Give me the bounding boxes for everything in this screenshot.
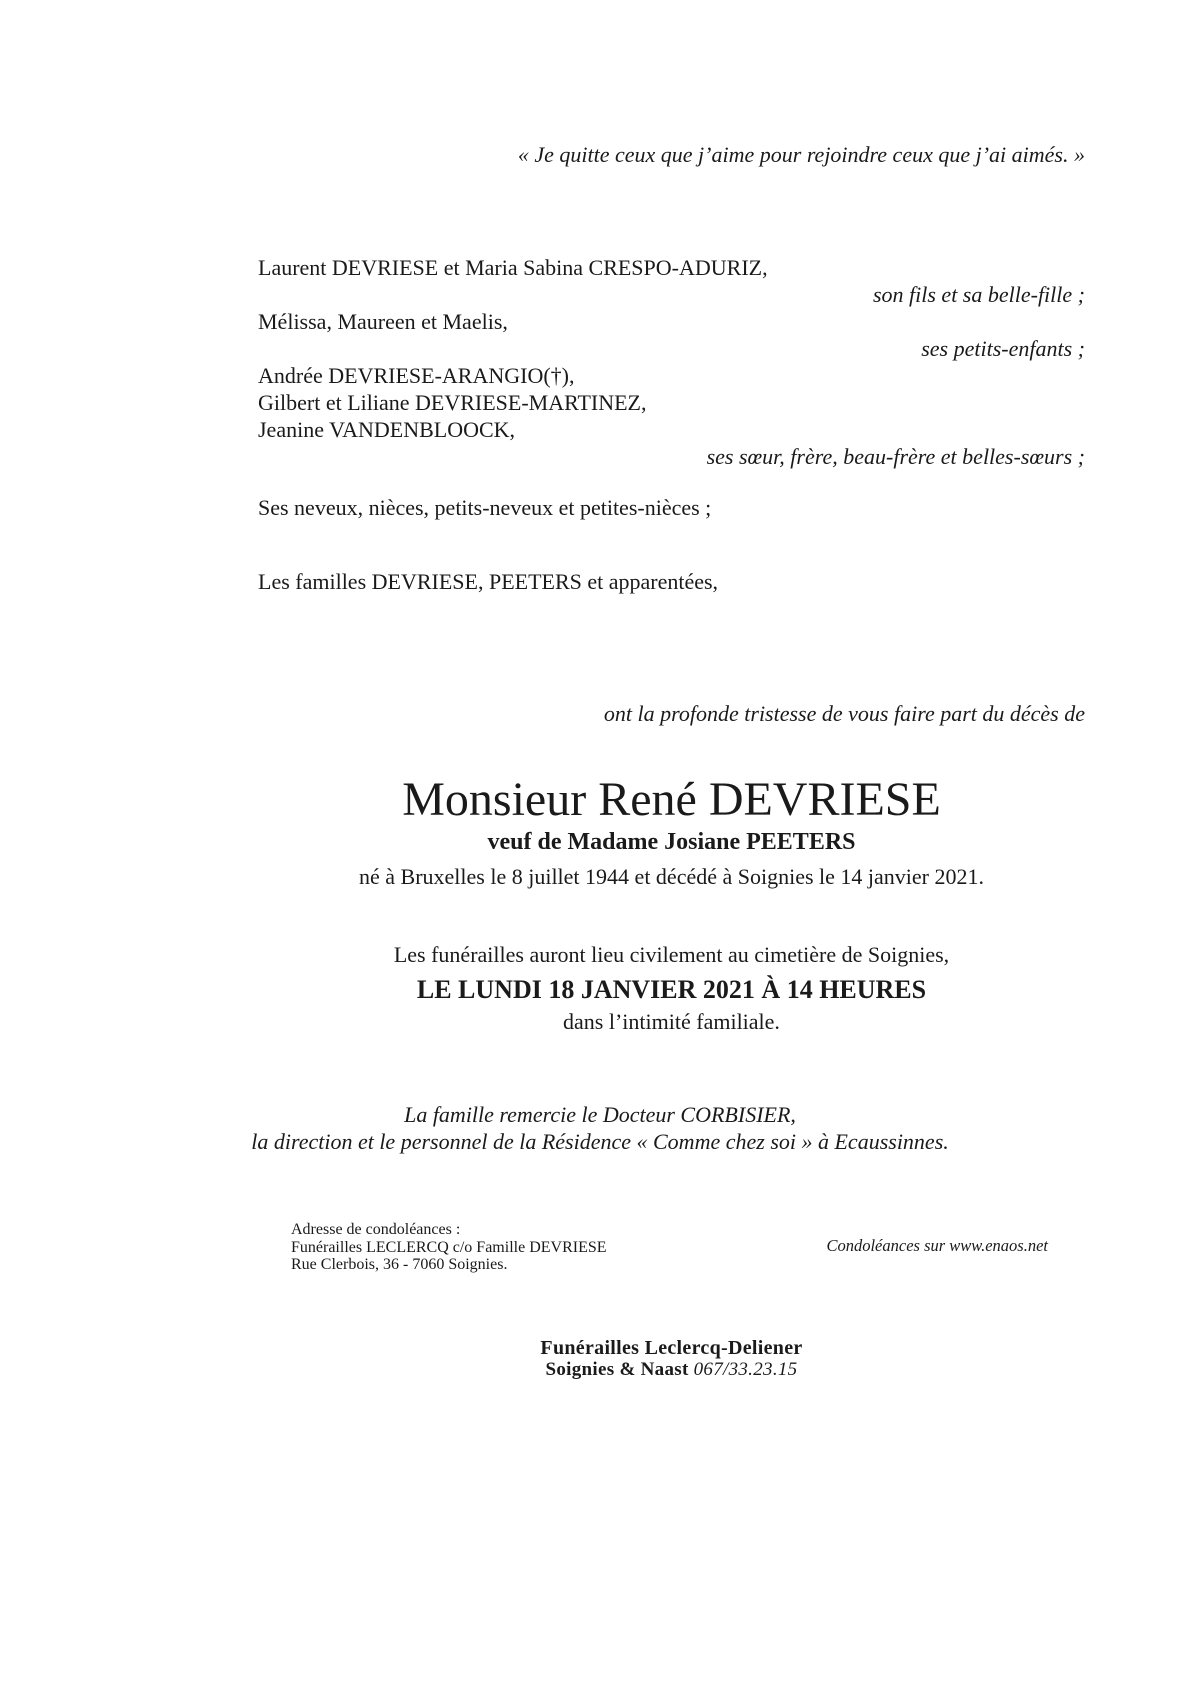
condolences-address-line-1: Funérailles LECLERCQ c/o Famille DEVRIESE — [291, 1238, 607, 1256]
relative-line-sibling-3: Jeanine VANDENBLOOCK, — [258, 417, 516, 442]
funeral-date-time: LE LUNDI 18 JANVIER 2021 À 14 HEURES — [416, 975, 927, 1004]
deceased-life-dates: né à Bruxelles le 8 juillet 1944 et décédé à Soignies le 14 janvier 2021. — [359, 864, 984, 889]
funeral-privacy-line: dans l’intimité familiale. — [563, 1009, 780, 1034]
relative-line-sibling-2: Gilbert et Liliane DEVRIESE-MARTINEZ, — [258, 390, 647, 415]
funeral-section — [258, 941, 1085, 1035]
funeral-home-name: Funérailles Leclercq-Deliener — [540, 1337, 803, 1359]
relative-line-nephews: Ses neveux, nièces, petits-neveux et petites-nièces ; — [258, 495, 712, 520]
announcement-intro-line: ont la profonde tristesse de vous faire part du décès de — [603, 701, 1085, 726]
relation-label-siblings: ses sœur, frère, beau-frère et belles-sœurs ; — [706, 444, 1085, 469]
relative-line-families: Les familles DEVRIESE, PEETERS et apparentées, — [258, 569, 719, 594]
relation-label-son: son fils et sa belle-fille ; — [872, 282, 1085, 307]
condolences-address-label: Adresse de condoléances : — [291, 1221, 461, 1238]
relative-line-sibling-1: Andrée DEVRIESE-ARANGIO(†), — [258, 363, 575, 388]
deceased-name: Monsieur René DEVRIESE — [402, 773, 941, 826]
deceased-subtitle: veuf de Madame Josiane PEETERS — [487, 829, 856, 855]
relative-line-grandchildren: Mélissa, Maureen et Maelis, — [258, 309, 508, 334]
relatives-section — [258, 254, 1085, 727]
relation-label-grandchildren: ses petits-enfants ; — [921, 336, 1085, 361]
funeral-home-phone: 067/33.23.15 — [693, 1359, 798, 1380]
condolences-online-note: Condoléances sur www.enaos.net — [826, 1236, 1048, 1255]
funeral-home-location: Soignies & Naast — [545, 1359, 689, 1380]
thanks-section — [120, 1101, 1080, 1155]
epitaph-quote: « Je quitte ceux que j’aime pour rejoindre ceux que j’ai aimés. » — [517, 142, 1085, 167]
thanks-line-1: La famille remercie le Docteur CORBISIER, — [404, 1102, 796, 1127]
funeral-home-contact — [258, 1359, 1085, 1381]
funeral-ceremony-line: Les funérailles auront lieu civilement au cimetière de Soignies, — [393, 942, 950, 967]
funeral-home-footer — [258, 1337, 1085, 1381]
condolences-address-block — [291, 1221, 607, 1274]
deceased-section — [258, 772, 1085, 890]
relative-line-son: Laurent DEVRIESE et Maria Sabina CRESPO-ADURIZ, — [258, 255, 768, 280]
condolences-address-line-2: Rue Clerbois, 36 - 7060 Soignies. — [291, 1256, 508, 1273]
thanks-line-2: la direction et le personnel de la Résidence « Comme chez soi » à Ecaussinnes. — [251, 1129, 949, 1154]
